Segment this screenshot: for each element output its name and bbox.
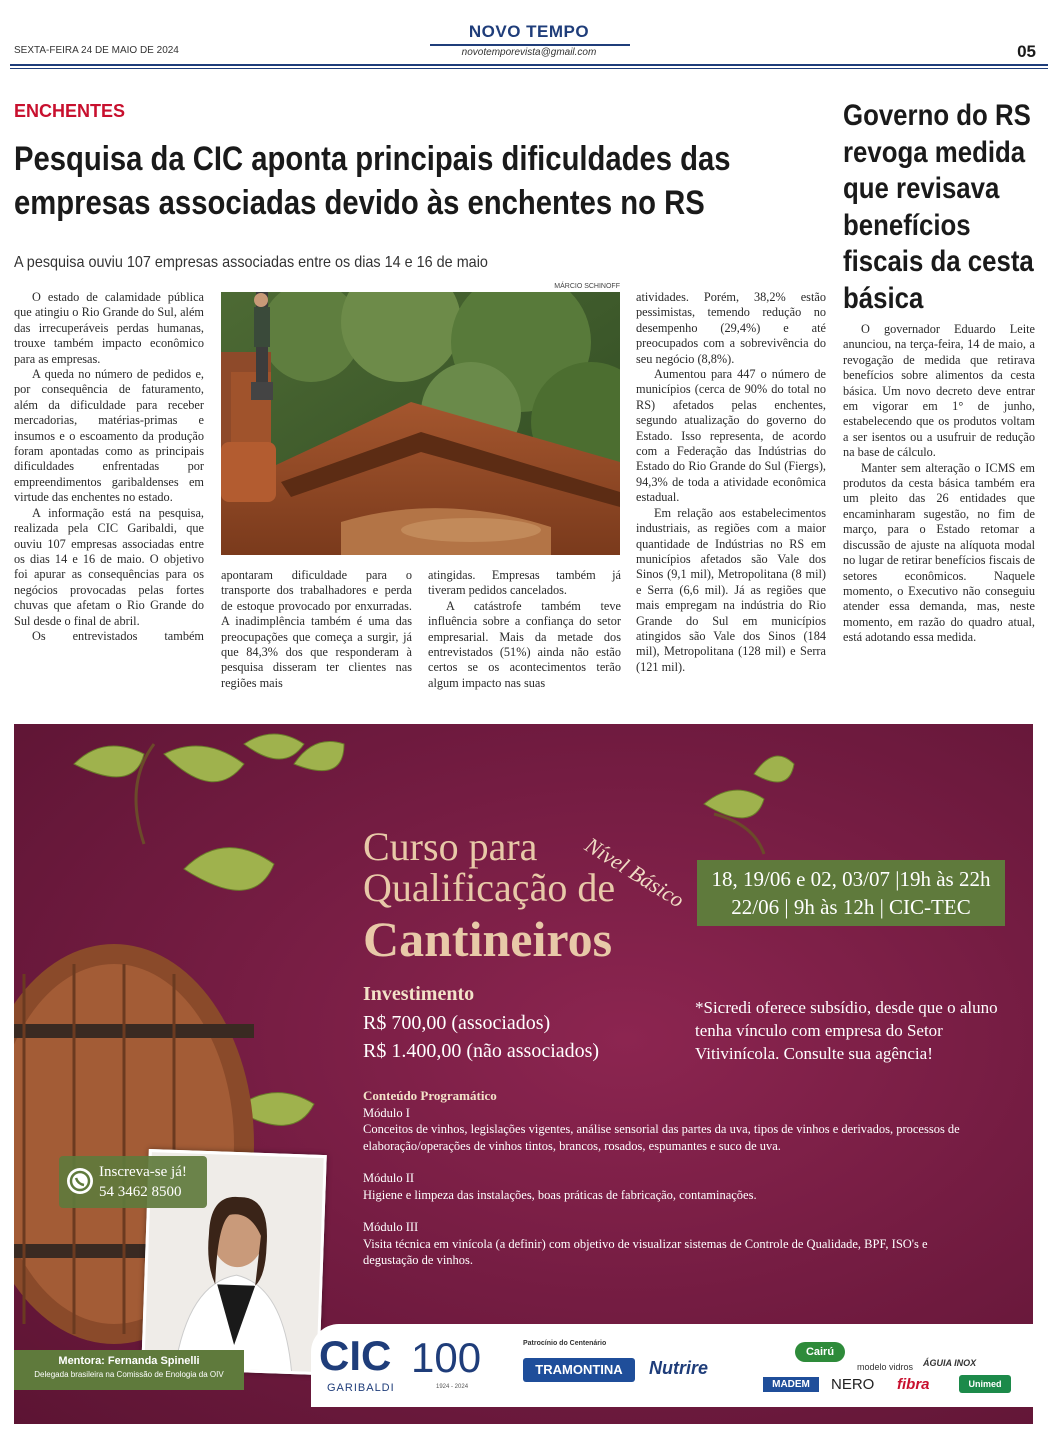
program-heading: Conteúdo Programático — [363, 1088, 497, 1103]
nero-logo: NERO — [831, 1376, 875, 1393]
module-2-title: Módulo II — [363, 1171, 415, 1185]
ad-title-line-2: Qualificação de — [363, 865, 616, 910]
contact-email: novotemporevista@gmail.com — [461, 47, 597, 58]
newspaper-title: NOVO TEMPO — [468, 22, 590, 41]
paragraph: O governador Eduardo Leite anunciou, na terça-feira, 14 de maio, a revogação de medida que retirava benefícios sobre alimentos da cesta básica. Um novo decreto deve entrar em vigorar em 1° de junho, estabelecendo que os produtos voltam a ser isentos ou a usufruir de redução na base de cálculo. — [843, 322, 1035, 460]
centenary-years: 1924 - 2024 — [436, 1384, 469, 1390]
schedule-line-1: 18, 19/06 e 02, 03/07 |19h às 22h — [711, 867, 991, 891]
tramontina-logo: TRAMONTINA — [523, 1358, 635, 1382]
price-non-associates: R$ 1.400,00 (não associados) — [363, 1040, 600, 1062]
header-rule — [10, 64, 1048, 66]
flood-damage-photo — [221, 292, 620, 555]
sicredi-note: *Sicredi oferece subsídio, desde que o aluno tenha vínculo com empresa do Setor Vitivinícola. Consulte sua agência! — [695, 998, 998, 1063]
module-1-text: Conceitos de vinhos, legislações vigentes, análise sensorial das partes da uva, tipos de vinhos e derivados, processos de elaboração/operações de vinhos tintos, brancos, rosados, espumantes e suco de uva. — [363, 1122, 960, 1153]
schedule-line-2: 22/06 | 9h às 12h | CIC-TEC — [731, 895, 971, 919]
signup-phone: 54 3462 8500 — [99, 1184, 182, 1200]
mentor-caption — [14, 1350, 244, 1390]
signup-label: Inscreva-se já! — [99, 1164, 187, 1180]
article-column-2 — [221, 568, 412, 691]
cic-city: GARIBALDI — [327, 1382, 395, 1394]
paragraph: Os entrevistados também — [32, 628, 204, 643]
sponsor-bar — [311, 1324, 1033, 1407]
side-article-headline: Governo do RS revoga medida que revisava benefícios fiscais da cesta básica — [843, 99, 1034, 315]
article-column-4 — [636, 290, 826, 675]
module-1-title: Módulo I — [363, 1105, 410, 1120]
course-advertisement — [14, 724, 1033, 1424]
paragraph: apontaram dificuldade para o transporte dos trabalhadores e perda de estoque provocado por enxurradas. A inadimplência também é uma das preocupações que começa a surgir, já que 84,3% dos que responderam à pesquisa disseram ter clientes nas regiões mais — [221, 568, 412, 690]
paragraph: Aumentou para 447 o número de municípios (cerca de 90% do total no RS) afetados pelas enchentes, segundo atualização do governo do Estado. Isso representa, de acordo com a Federação das Indústrias do Estado do Rio Grande do Sul (Fiergs), 94,3% de toda a atividade econômica estadual. — [636, 367, 826, 505]
page-number: 05 — [1017, 42, 1036, 61]
aguia-inox-logo: ÁGUIA INOX — [923, 1358, 977, 1368]
paragraph: atingidas. Empresas também já tiveram pedidos cancelados. — [428, 568, 621, 598]
mentor-role: Delegada brasileira na Comissão de Enologia da OIV — [34, 1370, 224, 1379]
program-content — [363, 1088, 983, 1269]
nutrire-logo: Nutrire — [649, 1358, 709, 1378]
side-article-body — [843, 322, 1035, 646]
unimed-logo: Unimed — [959, 1375, 1011, 1393]
course-schedule-box — [697, 860, 1005, 926]
article-subhead: A pesquisa ouviu 107 empresas associadas entre os dias 14 e 16 de maio — [14, 254, 488, 271]
price-associates: R$ 700,00 (associados) — [363, 1012, 551, 1034]
paragraph: Manter sem alteração o ICMS em produtos da cesta básica também era um pleito das 26 entidades que encaminharam sugestão, no fim de março, para o Estado retomar a discussão de ajuste na alíquota modal no lugar de retirar benefícios fiscais de setores econômicos. Naquele momento, o Executivo não conseguiu atender essa demanda, mas, neste momento, em razão do quadro atual, está adotando essa medida. — [843, 460, 1035, 645]
paragraph: A informação está na pesquisa, realizada pela CIC Garibaldi, que ouviu 107 empresas associadas entre os dias 14 e 16 de maio. O objetivo foi apurar as consequências para os negócios provocadas pelas fortes chuvas que afetam o Rio Grande do Sul desde o final de abril. — [14, 505, 204, 628]
masthead-underline — [430, 44, 630, 46]
header-rule-thin — [10, 68, 1048, 69]
ad-title-line-3: Cantineiros — [363, 911, 613, 967]
module-2-text: Higiene e limpeza das instalações, boas práticas de fabricação, contaminações. — [363, 1187, 757, 1202]
cairu-logo: Cairú — [795, 1342, 845, 1362]
cic-logo: CIC — [319, 1332, 392, 1379]
whatsapp-icon — [67, 1168, 93, 1194]
section-kicker: ENCHENTES — [14, 101, 126, 121]
madem-logo: MADEM — [763, 1377, 819, 1392]
ad-title-line-1: Curso para — [363, 824, 538, 869]
paragraph: atividades. Porém, 38,2% estão pessimistas, temendo redução no desempenho (29,4%) e até preocupados com a sobrevivência do seu negócio (8,8%). — [636, 290, 826, 366]
investment-heading: Investimento — [363, 983, 475, 1005]
signup-whatsapp-box[interactable] — [59, 1156, 207, 1208]
module-3-text: Visita técnica em vinícola (a definir) com objetivo de visualizar sistemas de Controle de Qualidade, BPF, ISO's e degustação de vinhos. — [363, 1236, 928, 1267]
centenary-logo: 100 — [411, 1334, 482, 1381]
patron-label: Patrocínio do Centenário — [523, 1340, 607, 1347]
paragraph: A catástrofe também teve influência sobre a confiança do setor empresarial. Mais da metade dos entrevistados (51%) ainda não estão certos se os acontecimentos terão algum impacto nas suas — [428, 598, 621, 690]
article-column-3 — [428, 568, 621, 691]
paragraph: Em relação aos estabelecimentos industriais, as regiões com a maior quantidade de Indústrias no RS em municípios afetados são Vale dos Sinos (9,1 mil), Metropolitana (8 mil) e Serra (6,6 mil). Já as regiões que mais empregam na indústria do Rio Grande do Sul em municípios atingidos são Vale dos Sinos (184 mil), Metropolitana (128 mil) e Serra (121 mil). — [636, 505, 826, 674]
issue-date: SEXTA-FEIRA 24 DE MAIO DE 2024 — [14, 45, 179, 56]
paragraph: A queda no número de pedidos e, por consequência de faturamento, além da dificuldade para receber mercadorias, matérias-primas e insumos e o escoamento da produção foram apontadas como as principais dificuldades enfrentadas por empreendimentos garibaldenses em virtude das enchentes no estado. — [14, 367, 204, 505]
article-column-1 — [14, 290, 204, 644]
article-headline: Pesquisa da CIC aponta principais dificuldades das empresas associadas devido às enchentes no RS — [14, 140, 731, 222]
fibra-logo: fibra — [897, 1376, 930, 1393]
mentor-name: Mentora: Fernanda Spinelli — [58, 1355, 200, 1367]
modelo-vidros-logo: modelo vidros — [857, 1362, 914, 1372]
course-level: Nível Básico — [580, 832, 689, 913]
photo-credit: MÁRCIO SCHINOFF — [554, 283, 620, 290]
module-3-title: Módulo III — [363, 1220, 419, 1234]
paragraph: O estado de calamidade pública que atingiu o Rio Grande do Sul, além das irrecuperáveis perdas humanas, trouxe também impacto econômico para as empresas. — [14, 290, 204, 366]
